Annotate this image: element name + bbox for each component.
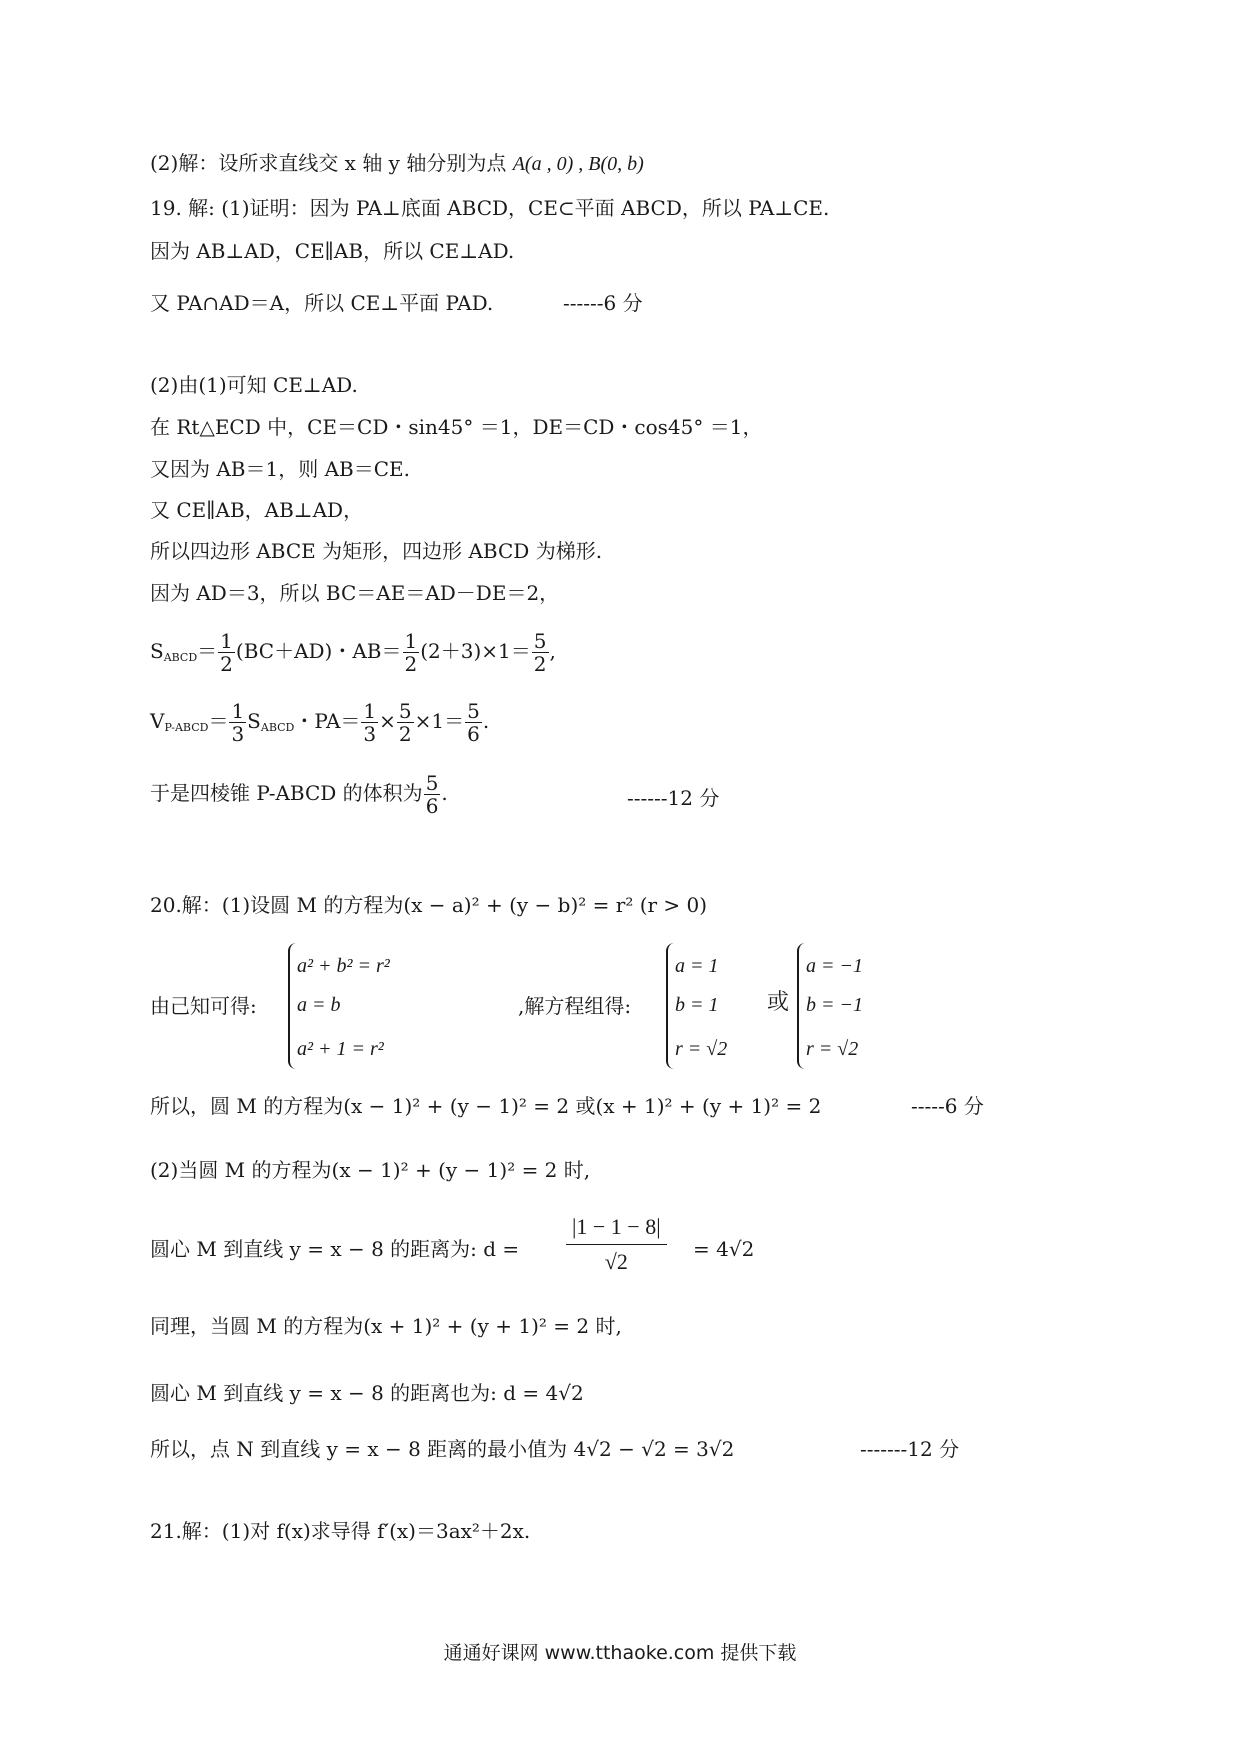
sys1-eq1: a² + b² = r² [297,955,390,977]
text: 于是四棱锥 P-ABCD 的体积为 [150,781,423,805]
sys3-eq2: b = −1 [806,994,863,1016]
line-q19-pa-ad [150,290,493,316]
line-q19-ce-ab: 又 CE∥AB，AB⊥AD， [150,498,364,522]
period: . [482,709,490,733]
numerator: 1 [404,629,418,653]
denominator: 6 [467,722,480,746]
page-footer: 通通好课网 www.tthaoke.com 提供下载 [443,1642,797,1664]
brace-system-1 [288,943,296,1069]
fraction-five-sixth [465,700,482,745]
numerator: 1 [231,699,245,723]
numerator: 1 [363,699,377,723]
denominator: √2 [604,1249,628,1274]
subscript: ABCD [260,721,295,734]
line-part2-intro [150,150,644,177]
line-q20-given: 由己知可得: [150,994,257,1018]
denominator: 2 [398,722,412,746]
denominator: 2 [533,652,547,676]
fraction-five-half [397,700,414,745]
line-q20-intro: 20.解：(1)设圆 M 的方程为(x − a)² + (y − b)² = r² (r > 0) [150,893,708,917]
line-q19-rectangle: 所以四边形 ABCE 为矩形，四边形 ABCD 为梯形. [150,539,603,563]
line-q19-bc: 因为 AD＝3，所以 BC＝AE＝AD－DE＝2， [150,581,560,605]
score-12: ------12 分 [627,786,720,810]
line-q20-part2: (2)当圆 M 的方程为(x − 1)² + (y − 1)² = 2 时, [150,1158,591,1182]
sys3-eq1: a = −1 [806,955,863,977]
denominator: 3 [363,722,377,746]
score-12b: -------12 分 [860,1437,960,1461]
distance-fraction [566,1210,667,1279]
math: A(a , 0) , B(0, b) [512,153,644,175]
sys2-eq1: a = 1 [675,955,719,977]
denominator: 6 [425,794,439,818]
s-symbol: S [150,639,164,663]
fraction-third [229,700,246,745]
line-q20-distance2: 圆心 M 到直线 y = x − 8 的距离也为: d = 4√2 [150,1381,584,1405]
or-text: 或 [767,990,790,1015]
fraction-five-sixth [424,772,441,817]
line-q20-similarly: 同理，当圆 M 的方程为(x + 1)² + (y + 1)² = 2 时, [150,1314,622,1338]
s-symbol: S [247,709,261,733]
line-q20-min: 所以，点 N 到直线 y = x − 8 距离的最小值为 4√2 − √2 = 3√2 [150,1437,735,1461]
line-q21: 21.解：(1)对 f(x)求导得 f′(x)＝3ax²＋2x. [150,1519,531,1543]
line-q20-circle-eq: 所以，圆 M 的方程为(x − 1)² + (y − 1)² = 2 或(x + 1)² + (y + 1)² = 2 [150,1094,822,1118]
equals: ＝ [208,709,229,733]
sys3-eq3: r = √2 [806,1038,859,1060]
score-6b: -----6 分 [911,1094,984,1118]
brace-system-3 [797,943,805,1069]
line-q19-ab-ce: 又因为 AB＝1，则 AB＝CE. [150,457,410,481]
text: (2)解：设所求直线交 x 轴 y 轴分别为点 [150,151,507,175]
sys1-eq3: a² + 1 = r² [297,1038,384,1060]
times: × [379,709,396,733]
line-q19-area [150,630,556,675]
sys1-eq2: a = b [297,994,341,1016]
brace-system-2 [666,943,674,1069]
line-q19-volume [150,700,489,745]
denominator: 3 [231,722,245,746]
denominator: 2 [220,652,233,676]
comma: , [549,639,556,663]
line-q20-solve: ,解方程组得: [518,994,632,1018]
sys2-eq2: b = 1 [675,994,719,1016]
subscript: ABCD [163,651,198,664]
line-q19-conclusion [150,772,448,817]
line-q19-part2: (2)由(1)可知 CE⊥AD. [150,373,358,397]
text: ×1＝ [414,709,465,733]
distance-result: = 4√2 [693,1237,755,1261]
numerator: 5 [467,699,480,723]
text: (2＋3)×1＝ [420,639,531,663]
line-q20-distance [150,1236,519,1262]
numerator: 5 [533,629,547,653]
denominator: 2 [404,652,418,676]
text: ・PA＝ [294,709,361,733]
fraction-five-half [532,630,549,675]
numerator: 5 [398,699,412,723]
text: 圆心 M 到直线 y = x − 8 的距离为: d = [150,1237,520,1261]
fraction-half [218,630,235,675]
line-q19-rt-triangle: 在 Rt△ECD 中，CE＝CD・sin45° ＝1，DE＝CD・cos45° ＝1， [150,415,763,439]
numerator: 1 [220,629,233,653]
period: . [441,781,448,805]
text: (BC＋AD)・AB＝ [235,639,402,663]
line-q19-proof: 19. 解: (1)证明：因为 PA⊥底面 ABCD，CE⊂平面 ABCD，所以 PA⊥CE. [150,196,830,220]
fraction-half [403,630,420,675]
score-6: ------6 分 [563,291,643,315]
v-symbol: V [150,709,165,733]
fraction-third [361,700,378,745]
text: 又 PA∩AD＝A，所以 CE⊥平面 PAD. [150,291,494,315]
numerator: 5 [425,771,439,795]
line-q19-ab-ad: 因为 AB⊥AD，CE∥AB，所以 CE⊥AD. [150,239,515,263]
equals: ＝ [197,639,218,663]
subscript: P-ABCD [164,721,209,734]
sys2-eq3: r = √2 [675,1038,728,1060]
numerator: |1 − 1 − 8| [566,1210,667,1245]
